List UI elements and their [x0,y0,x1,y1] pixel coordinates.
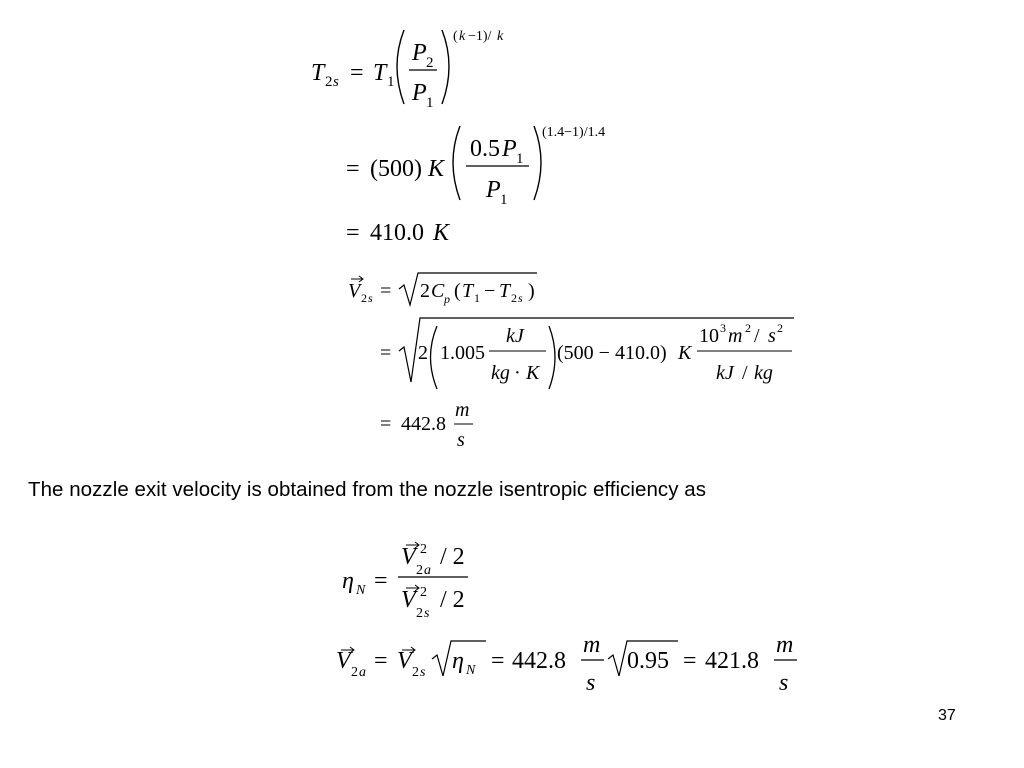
svg-text:m: m [455,399,470,421]
svg-text:s: s [586,670,596,696]
svg-text:V: V [397,648,412,674]
svg-text:s: s [768,325,776,347]
svg-text:2: 2 [420,280,430,302]
svg-text:0.95: 0.95 [627,648,669,674]
svg-text:2: 2 [418,342,428,364]
svg-text:=: = [683,648,697,674]
svg-text:1.005: 1.005 [440,342,485,364]
svg-text:(500): (500) [370,156,422,182]
svg-text:η: η [452,648,464,674]
svg-text:2: 2 [745,321,751,335]
svg-text:kg: kg [754,362,773,384]
svg-text:=: = [346,156,360,182]
svg-text:1: 1 [500,192,508,208]
svg-text:(500 − 410.0): (500 − 410.0) [557,342,667,364]
svg-text:a: a [359,665,366,680]
svg-text:1: 1 [426,95,434,111]
svg-text:1: 1 [387,74,395,90]
svg-text:s: s [779,670,789,696]
svg-text:V: V [401,587,416,613]
svg-text:0.5: 0.5 [470,136,500,162]
actual-velocity-equation [336,632,797,696]
svg-text:=: = [491,648,505,674]
svg-text:2: 2 [325,74,333,90]
isentropic-velocity-step1 [380,318,794,389]
svg-text:2: 2 [412,665,419,680]
svg-text:V: V [336,648,351,674]
svg-text:/: / [754,325,760,347]
svg-text:1: 1 [516,151,524,167]
svg-text:442.8: 442.8 [401,413,446,435]
svg-text:P: P [486,177,501,203]
svg-text:kJ: kJ [506,325,524,347]
svg-text:s: s [420,665,426,680]
svg-text:P: P [412,40,427,66]
svg-text:(: ( [453,29,458,44]
svg-text:=: = [380,413,392,435]
temperature-step1 [346,125,605,208]
isentropic-velocity-result [380,399,473,451]
svg-text:N: N [466,663,476,678]
svg-text:=: = [380,280,392,302]
svg-text:2: 2 [351,665,358,680]
svg-text:T: T [373,60,387,86]
svg-text:2: 2 [420,542,427,557]
temperature-equation [311,29,504,111]
svg-text:m: m [583,632,601,658]
svg-text:K: K [678,342,692,364]
svg-text:T: T [499,280,511,302]
svg-text:k: k [497,29,504,44]
svg-text:p: p [444,292,450,306]
svg-text:=: = [374,568,388,594]
svg-text:=: = [380,342,392,364]
svg-text:K: K [526,362,540,384]
svg-text:/ 2: / 2 [440,587,465,613]
svg-text:kg: kg [491,362,510,384]
svg-text:V: V [401,544,416,570]
svg-text:T: T [311,60,325,86]
svg-text:K: K [428,156,445,182]
svg-text:m: m [728,325,743,347]
svg-text:η: η [342,568,354,594]
svg-text:s: s [457,429,465,451]
svg-text:421.8: 421.8 [705,648,759,674]
svg-text:T: T [462,280,474,302]
svg-text:s: s [518,291,523,305]
svg-text:2: 2 [361,291,367,305]
svg-text:s: s [368,291,373,305]
svg-text:k: k [459,29,466,44]
svg-text:N: N [356,583,366,598]
svg-text:C: C [431,280,445,302]
svg-text:=: = [346,220,360,246]
svg-text:−: − [484,280,496,302]
svg-text:2: 2 [426,55,434,71]
svg-text:10: 10 [699,325,719,347]
svg-text:/: / [742,362,748,384]
svg-text:2: 2 [420,585,427,600]
svg-text:K: K [433,220,450,246]
svg-text:−1)/: −1)/ [468,29,492,44]
svg-text:P: P [412,80,427,106]
svg-text:3: 3 [720,321,726,335]
svg-text:a: a [424,563,431,578]
svg-text:): ) [528,280,535,302]
efficiency-equation [342,542,468,621]
svg-text:·: · [514,362,521,384]
svg-text:2: 2 [416,563,423,578]
body-text: The nozzle exit velocity is obtained from the nozzle isentropic efficiency as [28,478,707,501]
svg-text:V: V [348,280,361,302]
svg-text:=: = [350,60,364,86]
isentropic-velocity-equation [348,273,537,306]
svg-text:2: 2 [777,321,783,335]
temperature-result [346,220,451,246]
page-number: 37 [938,707,956,724]
svg-text:442.8: 442.8 [512,648,566,674]
svg-text:/ 2: / 2 [440,544,465,570]
svg-text:(: ( [454,280,461,302]
svg-text:m: m [776,632,794,658]
svg-text:410.0: 410.0 [370,220,424,246]
svg-text:s: s [333,74,339,90]
svg-text:P: P [502,136,517,162]
svg-text:2: 2 [511,291,517,305]
svg-text:1: 1 [474,291,480,305]
svg-text:(1.4−1)/1.4: (1.4−1)/1.4 [542,125,606,140]
svg-text:2: 2 [416,606,423,621]
svg-text:kJ: kJ [716,362,734,384]
svg-text:s: s [424,606,430,621]
svg-text:=: = [374,648,388,674]
